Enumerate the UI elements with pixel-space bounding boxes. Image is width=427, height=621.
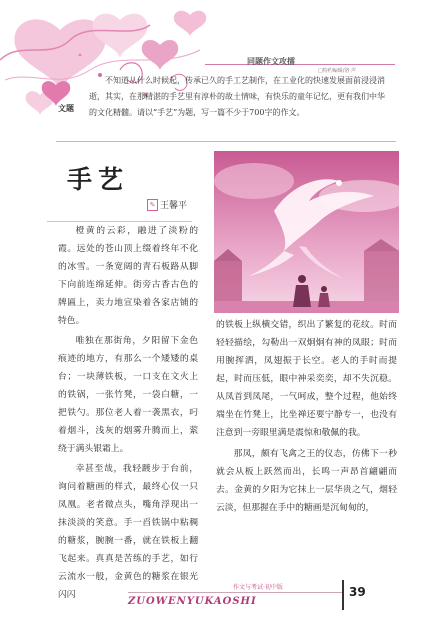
paragraph: 唯独在那街角，夕阳留下金色痕迹的地方，有那么一个矮矮的桌台；一块薄铁板，一口支在文火上的铁锅，一张竹凳，一袋白糖，一把铁勺。那位老人着一袭黑衣，叼着烟斗，浅灰的烟雾升腾而上，萦绕于满头银霜上。	[58, 336, 198, 454]
prompt-label: 文题	[58, 104, 74, 113]
paragraph: 幸甚至哉，我轻踱步于台前，询问着糖画的样式，最终心仪一只凤凰。老者微点头，嘴角浮现出一抹淡淡的笑意。手一舀铁锅中粘稠的糖浆，腕腕一番，就在铁板上翻飞起来。真真是苦练的手艺，如行云流水一般，金黄色的糖浆在银光闪闪	[58, 464, 198, 600]
article-title-box	[47, 151, 192, 222]
footer-rule	[128, 592, 342, 593]
editor-credit: □特约编辑/洛 声	[318, 68, 356, 74]
paragraph: 橙黄的云彩，融进了淡粉的霞。远处的苍山顶上缀着终年不化的冰雪。一条宽阔的青石板路从脚下向前连绵延伸。街旁古香古色的牌匾上，卖力地宣染着各家店铺的特色。	[58, 226, 198, 326]
phoenix-illustration	[214, 151, 399, 313]
header-rule	[205, 64, 395, 65]
paragraph: 的铁板上纵横交错，织出了繁复的花纹。时而轻轻描绘，勾勒出一双炯炯有神的凤眼；时而用腕挥洒，凤翅振于长空。老人的手时而提起，时而压低，眼中神采奕奕，却不失沉稳。从凤首到凤尾，一气呵成，整个过程，他始终端坐在竹凳上，比坐禅还要宁静专一，也没有注意到一旁眼里满是震惊和敬佩的我。	[216, 320, 397, 438]
prompt-text: 不知道从什么时候起，传承已久的手工艺制作，在工业化的快速发展面前浸浸消逝，其实，在那精湛的手艺里有淳朴的故土情味，有快乐的童年记忆，更有我们中华的文化精髓。请以“手艺”为题，写一篇不少于700字的作文。	[89, 76, 385, 117]
page-number-bar	[342, 580, 344, 610]
section-title: 同题作文攻擂	[247, 57, 295, 66]
article-author: 王馨平	[160, 201, 188, 211]
magazine-name: 作文与考试·初中版	[233, 584, 283, 591]
paragraph: 那凤，颇有飞禽之王的仪态，仿佛下一秒就会从板上跃然而出，长鸣一声昂首翩翩而去。金黄的夕阳为它抹上一层华贵之气，烟轻云淡，但那握在手中的糖画是沉甸甸的，	[216, 449, 397, 513]
article-right-column	[216, 316, 397, 520]
prompt-divider	[56, 141, 396, 142]
article-title: 手艺	[67, 165, 130, 194]
pen-icon: ✎	[147, 199, 158, 211]
magazine-name-pinyin: ZUOWENYUKAOSHI	[128, 596, 257, 607]
article-left-column	[58, 222, 198, 606]
page-number: 39	[349, 585, 366, 599]
